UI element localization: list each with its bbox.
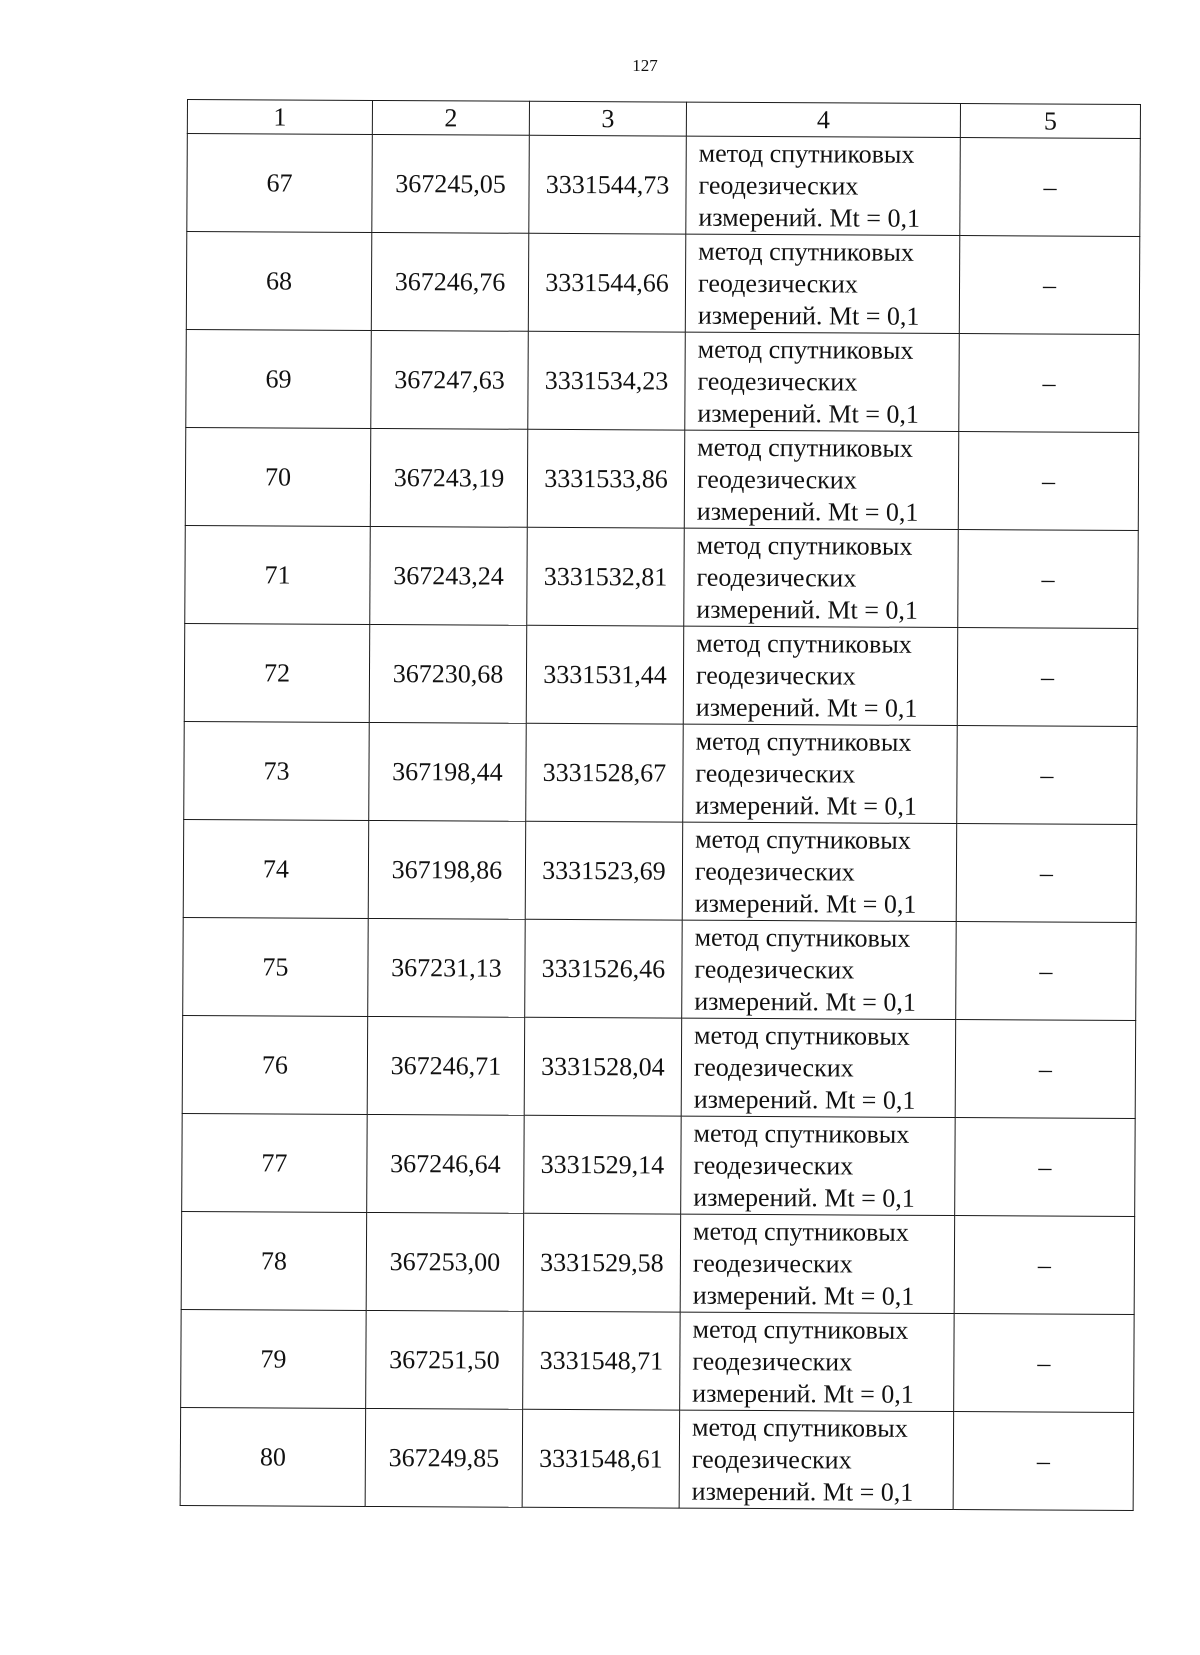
note-cell: – (959, 334, 1140, 433)
table-row (182, 1113, 1136, 1216)
y-coordinate-cell: 3331533,86 (527, 429, 685, 528)
y-coordinate-cell: 3331523,69 (525, 821, 683, 920)
table-row (181, 1309, 1135, 1412)
method-cell: метод спутниковых геодезических измерений. Mt = 0,1 (679, 1410, 954, 1509)
table-row (186, 232, 1140, 335)
x-coordinate-cell: 367247,63 (371, 330, 529, 429)
y-coordinate-cell: 3331548,61 (522, 1409, 680, 1508)
x-coordinate-cell: 367243,24 (370, 526, 528, 625)
table-row (180, 1407, 1134, 1510)
x-coordinate-cell: 367245,05 (372, 134, 530, 233)
note-cell: – (956, 922, 1137, 1021)
x-coordinate-cell: 367246,71 (367, 1016, 525, 1115)
point-cell: 72 (184, 623, 370, 722)
note-cell: – (954, 1314, 1135, 1413)
table-row (183, 917, 1137, 1020)
point-cell: 67 (187, 134, 373, 233)
method-cell: метод спутниковых геодезических измерений. Mt = 0,1 (684, 528, 959, 627)
point-cell: 78 (181, 1211, 367, 1310)
point-cell: 71 (185, 525, 371, 624)
method-cell: метод спутниковых геодезических измерений. Mt = 0,1 (685, 234, 960, 333)
y-coordinate-cell: 3331532,81 (527, 527, 685, 626)
page-number: 127 (632, 56, 658, 75)
method-cell: метод спутниковых геодезических измерений. Mt = 0,1 (683, 724, 958, 823)
x-coordinate-cell: 367246,64 (367, 1114, 525, 1213)
point-cell: 69 (186, 329, 372, 428)
x-coordinate-cell: 367249,85 (365, 1408, 523, 1507)
point-cell: 79 (181, 1309, 367, 1408)
method-cell: метод спутниковых геодезических измерений. Mt = 0,1 (680, 1214, 955, 1313)
point-cell: 68 (186, 232, 372, 331)
table-row (185, 427, 1139, 530)
method-cell: метод спутниковых геодезических измерений. Mt = 0,1 (685, 332, 960, 431)
note-cell: – (959, 236, 1140, 335)
table-row (182, 1015, 1136, 1118)
point-cell: 73 (184, 721, 370, 820)
y-coordinate-cell: 3331529,58 (523, 1213, 681, 1312)
table-body (180, 100, 1140, 1511)
x-coordinate-cell: 367243,19 (370, 428, 528, 527)
table-row (181, 1211, 1135, 1314)
method-cell: метод спутниковых геодезических измерений. Mt = 0,1 (682, 920, 957, 1019)
table-row (183, 819, 1137, 922)
y-coordinate-cell: 3331528,67 (526, 723, 684, 822)
y-coordinate-cell: 3331534,23 (528, 331, 686, 430)
y-coordinate-cell: 3331528,04 (524, 1017, 682, 1116)
header-cell: 3 (529, 101, 686, 136)
note-cell: – (957, 628, 1138, 727)
y-coordinate-cell: 3331544,66 (528, 233, 686, 332)
point-cell: 74 (183, 819, 369, 918)
note-cell: – (955, 1020, 1136, 1119)
x-coordinate-cell: 367198,86 (368, 820, 526, 919)
point-cell: 70 (185, 427, 371, 526)
y-coordinate-cell: 3331548,71 (523, 1311, 681, 1410)
method-cell: метод спутниковых геодезических измерений. Mt = 0,1 (681, 1116, 956, 1215)
table-row (184, 623, 1138, 726)
y-coordinate-cell: 3331531,44 (526, 625, 684, 724)
note-cell: – (958, 432, 1139, 531)
table-row (184, 721, 1138, 824)
x-coordinate-cell: 367198,44 (369, 722, 527, 821)
table-row (186, 329, 1140, 432)
x-coordinate-cell: 367231,13 (368, 918, 526, 1017)
x-coordinate-cell: 367246,76 (371, 232, 529, 331)
header-cell: 1 (187, 100, 372, 135)
method-cell: метод спутниковых геодезических измерений. Mt = 0,1 (682, 822, 957, 921)
note-cell: – (953, 1412, 1134, 1511)
point-cell: 76 (182, 1015, 368, 1114)
method-cell: метод спутниковых геодезических измерений. Mt = 0,1 (681, 1018, 956, 1117)
note-cell: – (957, 726, 1138, 825)
method-cell: метод спутниковых геодезических измерений. Mt = 0,1 (680, 1312, 955, 1411)
note-cell: – (958, 530, 1139, 629)
note-cell: – (960, 138, 1141, 237)
x-coordinate-cell: 367251,50 (366, 1310, 524, 1409)
method-cell: метод спутниковых геодезических измерений. Mt = 0,1 (683, 626, 958, 725)
y-coordinate-cell: 3331526,46 (525, 919, 683, 1018)
point-cell: 80 (180, 1407, 366, 1506)
table-row (185, 525, 1139, 628)
coordinates-table (180, 99, 1141, 1511)
note-cell: – (954, 1216, 1135, 1315)
x-coordinate-cell: 367230,68 (369, 624, 527, 723)
header-cell: 4 (686, 102, 960, 137)
header-cell: 2 (372, 100, 529, 135)
note-cell: – (955, 1118, 1136, 1217)
note-cell: – (956, 824, 1137, 923)
table-header-row (187, 100, 1140, 139)
method-cell: метод спутниковых геодезических измерений. Mt = 0,1 (684, 430, 959, 529)
point-cell: 75 (183, 917, 369, 1016)
y-coordinate-cell: 3331529,14 (524, 1115, 682, 1214)
header-cell: 5 (960, 104, 1140, 139)
table-row (187, 134, 1141, 237)
x-coordinate-cell: 367253,00 (366, 1212, 524, 1311)
point-cell: 77 (182, 1113, 368, 1212)
y-coordinate-cell: 3331544,73 (529, 135, 687, 234)
method-cell: метод спутниковых геодезических измерений. Mt = 0,1 (686, 136, 961, 235)
